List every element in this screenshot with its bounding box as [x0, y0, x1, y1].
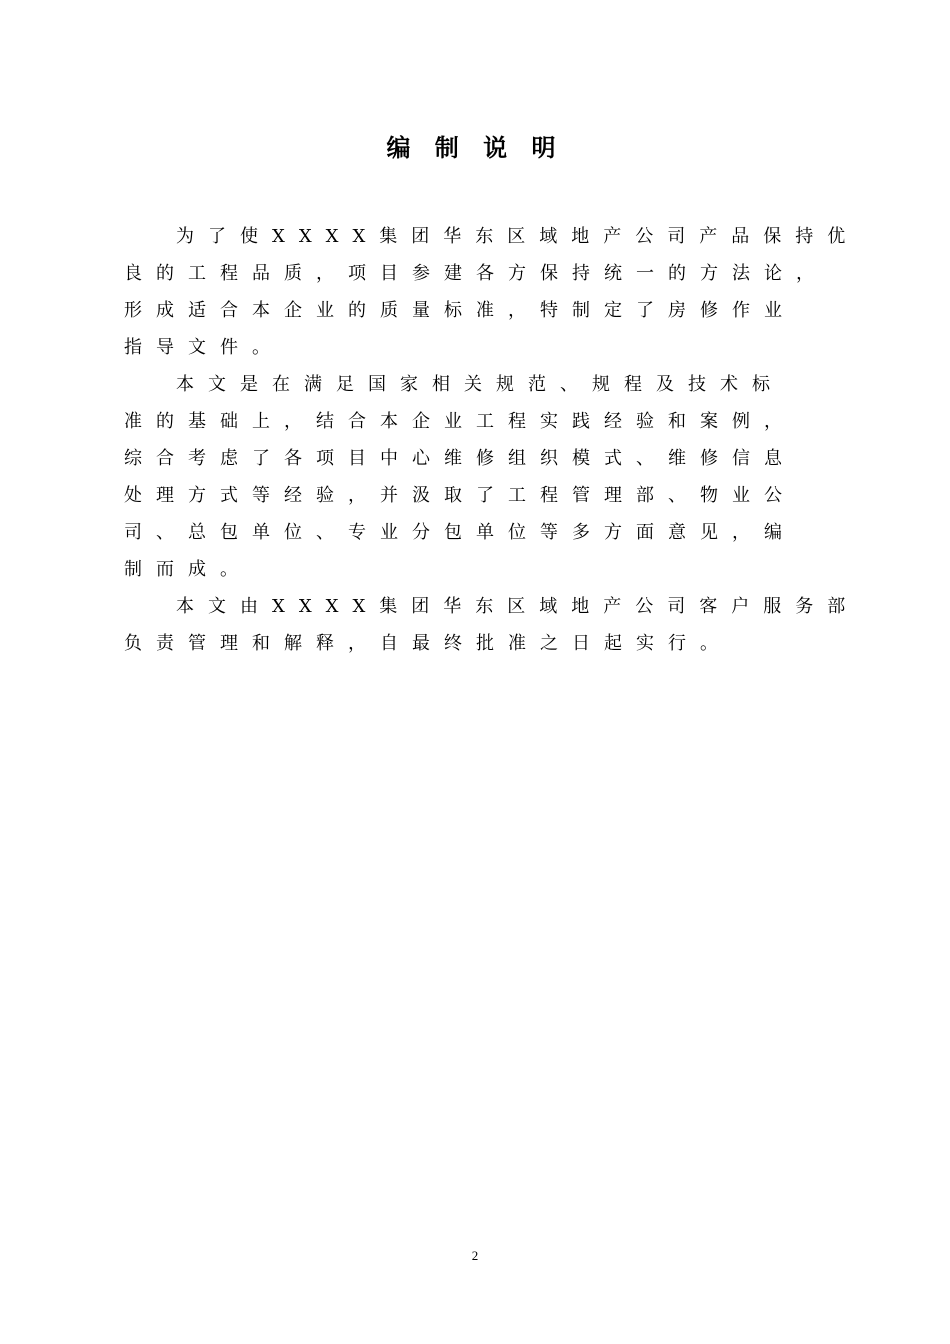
body-line-text: 指导文件。	[124, 337, 284, 358]
body-line-text: 为了使XXXX集团华东区域地产公司产品保持优	[176, 226, 860, 247]
body-line	[124, 255, 844, 292]
body-line-text: 准的基础上，结合本企业工程实践经验和案例，	[124, 411, 796, 432]
page-number: 2	[471, 1248, 479, 1263]
body-line-text: 综合考虑了各项目中心维修组织模式、维修信息	[124, 448, 796, 469]
body-line	[124, 514, 844, 551]
body-line	[124, 440, 844, 477]
body-line	[124, 218, 860, 255]
body-line-text: 司、总包单位、专业分包单位等多方面意见，编	[124, 522, 796, 543]
body-line	[124, 588, 860, 625]
body-line	[124, 551, 844, 588]
body-line-text: 良的工程品质，项目参建各方保持统一的方法论，	[124, 263, 828, 284]
body-line-text: 处理方式等经验，并汲取了工程管理部、物业公	[124, 485, 796, 506]
page-title: 编 制 说 明	[386, 134, 564, 162]
body-line	[124, 292, 844, 329]
body-line	[124, 477, 844, 514]
body-line-text: 负责管理和解释，自最终批准之日起实行。	[124, 633, 732, 654]
body-line-text: 制而成。	[124, 559, 252, 580]
body-line	[124, 366, 844, 403]
body-line-text: 本文由XXXX集团华东区域地产公司客户服务部	[176, 596, 860, 617]
body-line-text: 本文是在满足国家相关规范、规程及技术标	[176, 374, 784, 395]
body-line	[124, 329, 844, 366]
body-line	[124, 625, 844, 662]
document-body	[124, 218, 860, 662]
body-line-text: 形成适合本企业的质量标准，特制定了房修作业	[124, 300, 796, 321]
body-line	[124, 403, 844, 440]
